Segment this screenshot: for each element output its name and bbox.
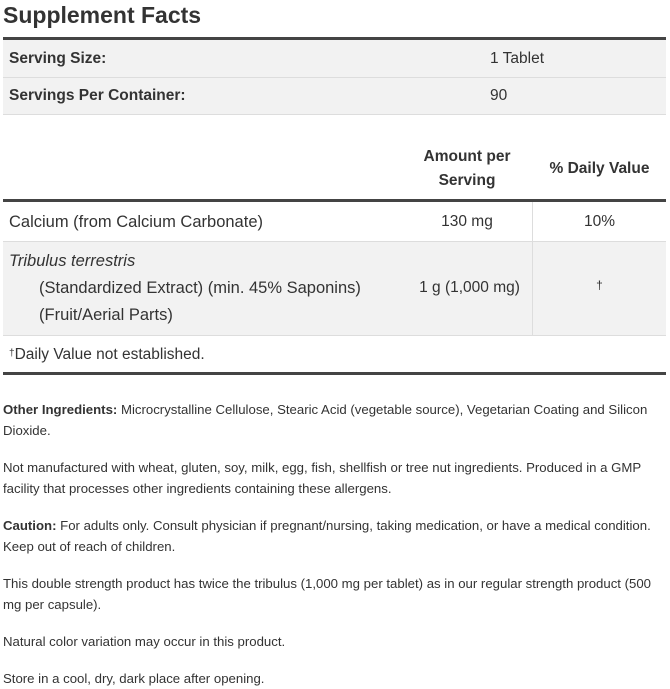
- nutrient-name-detail: (Standardized Extract) (min. 45% Saponins): [39, 279, 361, 297]
- nutrient-name-parts: (Fruit/Aerial Parts): [39, 306, 173, 324]
- color-variation-note: Natural color variation may occur in this product.: [3, 634, 286, 649]
- table-header: [3, 145, 666, 197]
- nutrient-row-tribulus: [3, 242, 666, 335]
- nutrient-daily-value: 10%: [583, 213, 616, 230]
- storage-note: Store in a cool, dry, dark place after opening.: [3, 671, 265, 686]
- divider: [3, 114, 666, 115]
- serving-size-row: [3, 40, 666, 77]
- nutrient-amount: 1 g (1,000 mg): [419, 279, 520, 296]
- caution: [3, 515, 663, 557]
- daily-value-header: % Daily Value: [549, 160, 650, 177]
- allergen-statement: Not manufactured with wheat, gluten, soy, milk, egg, fish, shellfish or tree nut ingredients. Produced in a GMP facility that processes other ingredients containing these allergens.: [3, 460, 641, 496]
- column-divider: [532, 202, 533, 241]
- footnote: [9, 344, 205, 365]
- caution-text: For adults only. Consult physician if pregnant/nursing, taking medication, or have a medical condition. Keep out of reach of children.: [3, 518, 651, 554]
- nutrient-daily-value: †: [596, 278, 603, 292]
- other-ingredients-text: Microcrystalline Cellulose, Stearic Acid (vegetable source), Vegetarian Coating and Silicon Dioxide.: [3, 402, 648, 438]
- nutrient-row-calcium: [3, 202, 666, 241]
- column-divider: [532, 242, 533, 335]
- caution-label: Caution:: [3, 518, 57, 533]
- strength-statement: This double strength product has twice the tribulus (1,000 mg per tablet) as in our regular strength product (500 mg per capsule).: [3, 576, 652, 612]
- nutrient-name: Calcium (from Calcium Carbonate): [9, 213, 263, 231]
- servings-per-container-label: Servings Per Container:: [9, 87, 186, 104]
- servings-per-container-row: [3, 78, 666, 114]
- serving-size-label: Serving Size:: [9, 50, 107, 67]
- other-ingredients-label: Other Ingredients:: [3, 402, 118, 417]
- bottom-rule: [3, 372, 666, 375]
- serving-size-value: 1 Tablet: [490, 50, 545, 67]
- nutrient-amount: 130 mg: [441, 213, 493, 230]
- amount-header-line1: Amount per: [423, 148, 511, 165]
- page-title: Supplement Facts: [3, 2, 202, 28]
- footnote-text: Daily Value not established.: [14, 346, 205, 363]
- nutrient-name-italic: Tribulus terrestris: [9, 252, 136, 270]
- dagger-mark: †: [9, 348, 15, 359]
- other-ingredients: [3, 399, 663, 441]
- footnote-row: [3, 336, 666, 372]
- servings-per-container-value: 90: [490, 87, 508, 104]
- amount-header-line2: Serving: [438, 172, 496, 189]
